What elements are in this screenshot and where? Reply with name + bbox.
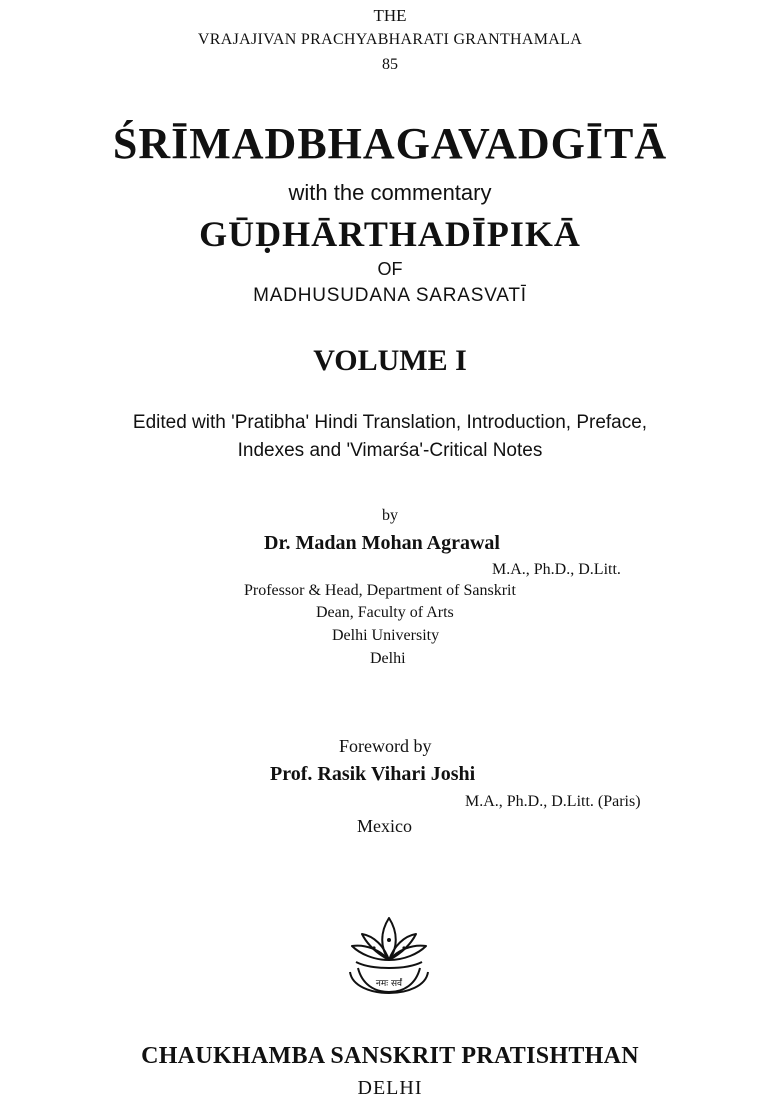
editor-degrees: M.A., Ph.D., D.Litt. — [492, 561, 621, 578]
edition-line-2: Indexes and 'Vimarśa'-Critical Notes — [237, 440, 543, 461]
publisher-name: CHAUKHAMBA SANSKRIT PRATISHTHAN — [141, 1043, 639, 1069]
series-line-1: THE — [373, 6, 407, 25]
editor-city: Delhi — [370, 650, 406, 667]
logo-motto: नमः सर्वं — [375, 979, 403, 989]
editor-dean: Dean, Faculty of Arts — [316, 604, 454, 621]
foreword-author-name: Prof. Rasik Vihari Joshi — [270, 763, 476, 785]
volume-label: VOLUME I — [313, 344, 467, 377]
by-label: by — [382, 507, 398, 524]
foreword-author-degrees: M.A., Ph.D., D.Litt. (Paris) — [465, 793, 641, 810]
foreword-label: Foreword by — [339, 736, 432, 756]
publisher-city: DELHI — [357, 1077, 423, 1099]
series-name: VRAJAJIVAN PRACHYABHARATI GRANTHAMALA — [197, 31, 583, 48]
lotus-emblem-icon — [344, 910, 434, 1010]
of-label: OF — [377, 259, 403, 279]
editor-position: Professor & Head, Department of Sanskrit — [244, 582, 516, 599]
editor-university: Delhi University — [332, 627, 440, 644]
author-name: MADHUSUDANA SARASVATĪ — [253, 285, 527, 306]
with-commentary-label: with the commentary — [288, 180, 492, 205]
series-number: 85 — [382, 56, 398, 73]
commentary-title: GŪḌHĀRTHADĪPIKĀ — [199, 214, 581, 254]
book-title: ŚRĪMADBHAGAVADGĪTĀ — [112, 119, 668, 168]
editor-name: Dr. Madan Mohan Agrawal — [264, 532, 500, 554]
edition-line-1: Edited with 'Pratibha' Hindi Translation, Introduction, Preface, — [132, 412, 648, 433]
foreword-author-place: Mexico — [357, 816, 412, 836]
